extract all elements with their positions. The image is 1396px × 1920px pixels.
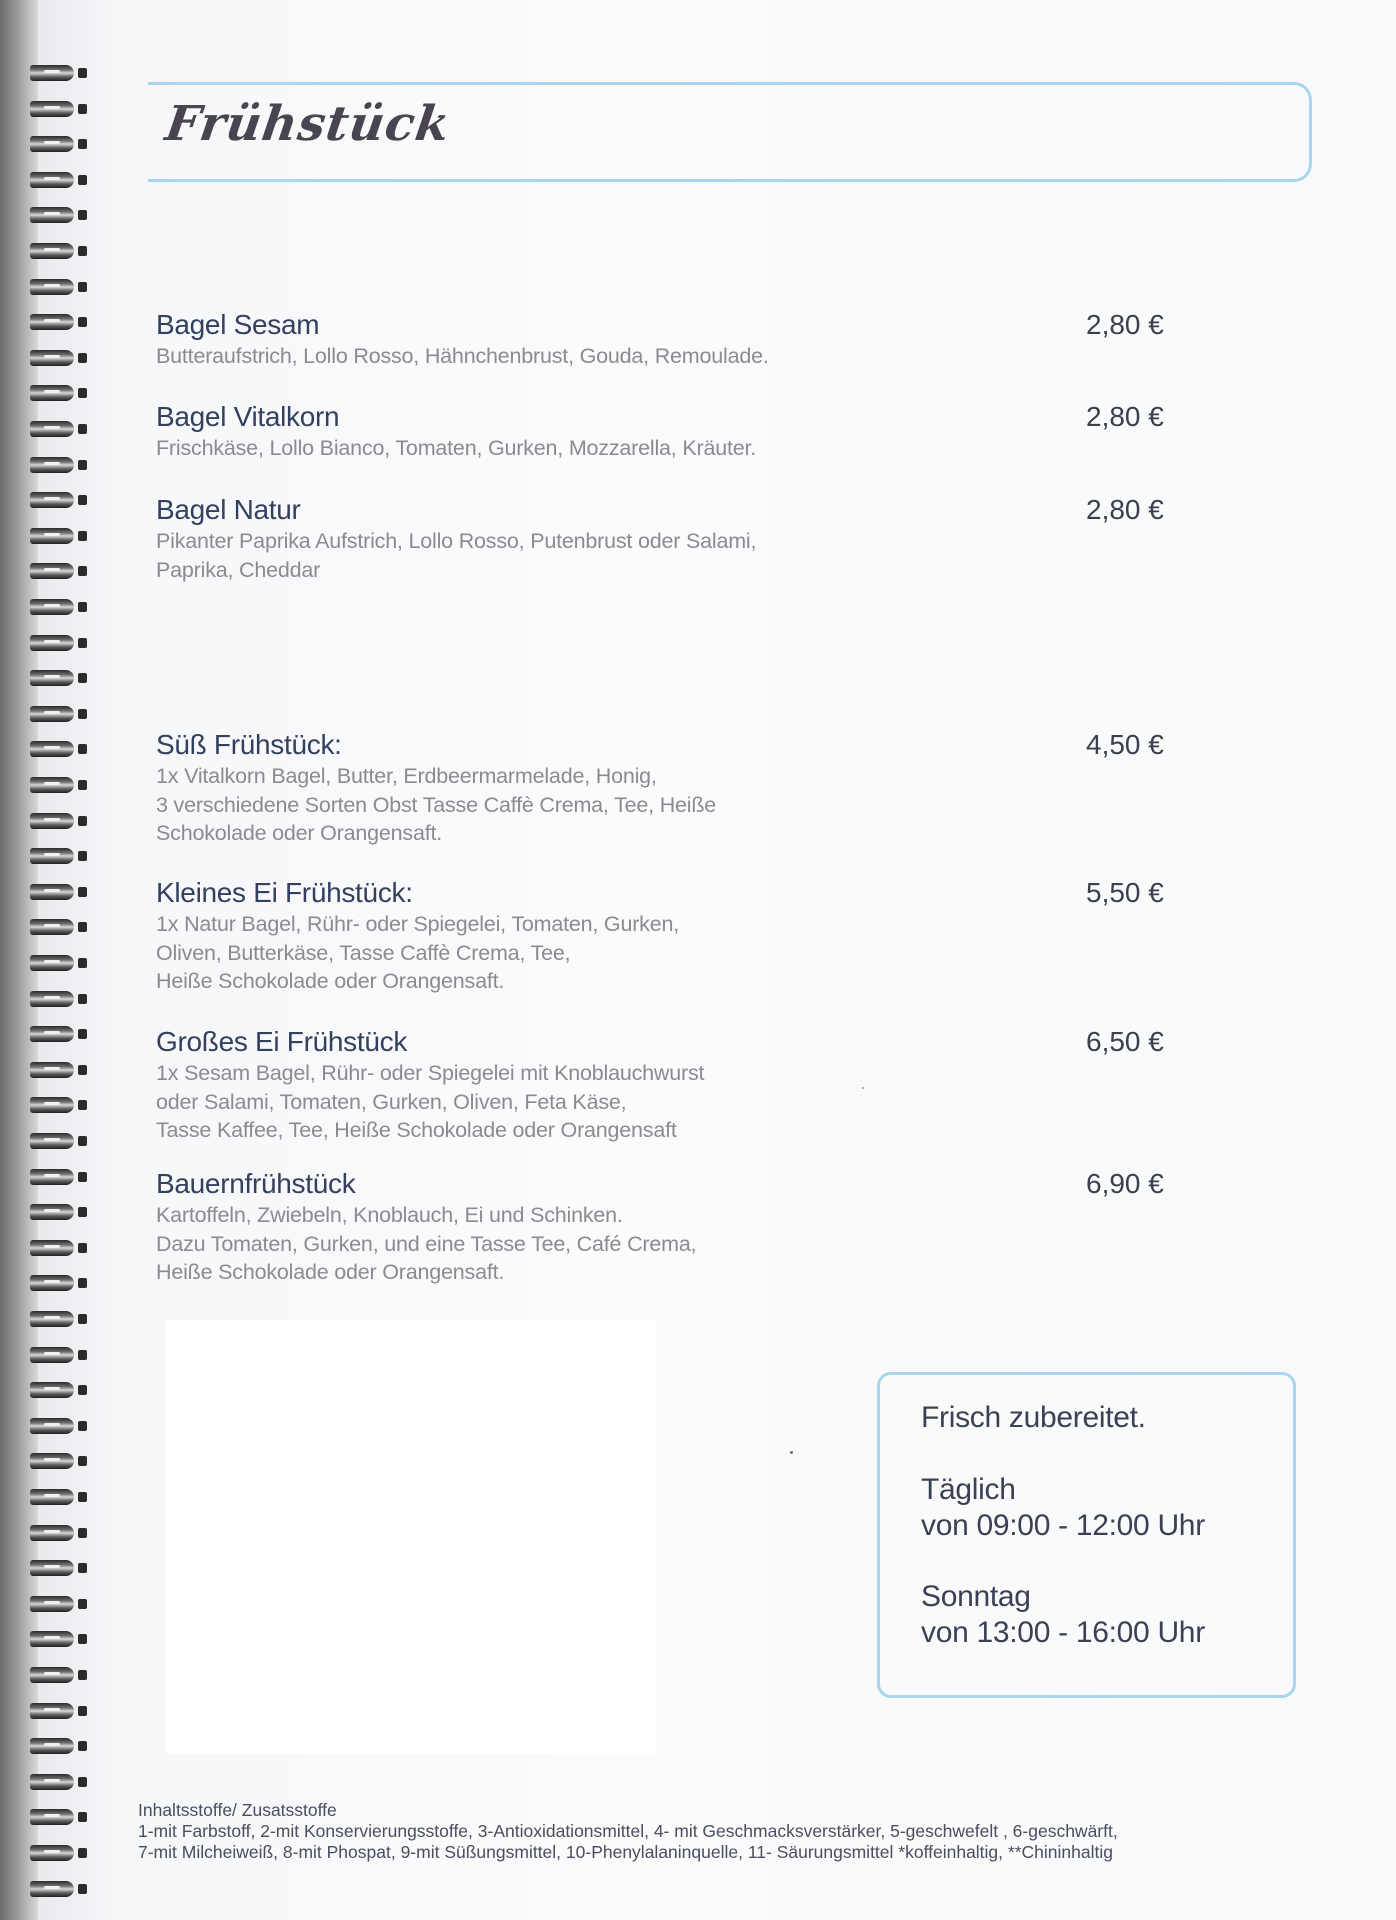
binding-ring [30,774,82,796]
menu-item [156,876,1236,996]
binding-ring [30,845,82,867]
binding-ring [30,916,82,938]
binding-ring [30,62,82,84]
item-description: 1x Vitalkorn Bagel, Butter, Erdbeermarmelade, Honig, 3 verschiedene Sorten Obst Tasse Caffè Crema, Tee, Heiße Schokolade oder Orangensaft. [156,764,717,845]
binding-ring [30,1308,82,1330]
footer-line: 1-mit Farbstoff, 2-mit Konservierungsstoffe, 3-Antioxidationsmittel, 4- mit Geschmacksverstärker, 5-geschwefelt , 6-geschwärft, [138,1821,1118,1841]
binding-ring [30,952,82,974]
binding-ring [30,988,82,1010]
binding-ring [30,169,82,191]
binding-ring [30,1130,82,1152]
binding-ring [30,738,82,760]
binding-ring [30,1593,82,1615]
binding-ring [30,1878,82,1900]
menu-item [156,308,1236,371]
item-name: Großes Ei Frühstück [156,1026,408,1057]
menu-item [156,493,1236,584]
spiral-binding [0,0,90,1920]
binding-ring [30,1700,82,1722]
menu-item [156,1167,1236,1287]
item-description: Pikanter Paprika Aufstrich, Lollo Rosso, Putenbrust oder Salami, Paprika, Cheddar [156,529,757,582]
item-price: 2,80 € [1086,494,1164,525]
page-title: Frühstück [162,96,454,152]
item-name: Bagel Vitalkorn [156,401,340,432]
item-name: Bagel Sesam [156,309,320,340]
daily-hours: von 09:00 - 12:00 Uhr [921,1509,1205,1542]
menu-item [156,400,1236,463]
binding-ring [30,525,82,547]
sunday-hours: von 13:00 - 16:00 Uhr [921,1616,1205,1649]
binding-ring [30,1450,82,1472]
item-name: Süß Frühstück: [156,729,342,760]
item-name: Kleines Ei Frühstück: [156,877,413,908]
footer-heading: Inhaltsstoffe/ Zusatsstoffe [138,1800,337,1820]
binding-ring [30,1486,82,1508]
binding-ring [30,98,82,120]
binding-ring [30,418,82,440]
binding-ring [30,311,82,333]
binding-ring [30,347,82,369]
binding-ring [30,489,82,511]
paper-speck [790,1451,793,1454]
binding-ring [30,1201,82,1223]
binding-ring [30,1735,82,1757]
binding-ring [30,1379,82,1401]
binding-ring [30,1771,82,1793]
item-price: 4,50 € [1086,729,1164,760]
item-name: Bagel Natur [156,494,301,525]
binding-ring [30,1166,82,1188]
footer-line: 7-mit Milcheiweiß, 8-mit Phospat, 9-mit Süßungsmittel, 10-Phenylalaninquelle, 11- Säurungsmittel *koffeinhaltig, **Chininhaltig [138,1842,1113,1862]
binding-ring [30,632,82,654]
binding-ring [30,1272,82,1294]
menu-item [156,1025,1236,1145]
item-price: 2,80 € [1086,401,1164,432]
paper-speck [862,1087,864,1089]
binding-ring [30,1415,82,1437]
binding-ring [30,596,82,618]
binding-ring [30,810,82,832]
binding-ring [30,667,82,689]
binding-ring [30,1522,82,1544]
daily-label: Täglich [921,1473,1016,1506]
item-price: 5,50 € [1086,877,1164,908]
item-price: 2,80 € [1086,309,1164,340]
item-name: Bauernfrühstück [156,1168,356,1199]
item-price: 6,50 € [1086,1026,1164,1057]
item-description: 1x Sesam Bagel, Rühr- oder Spiegelei mit Knoblauchwurst oder Salami, Tomaten, Gurken, Oliven, Feta Käse, Tasse Kaffee, Tee, Heiße Schokolade oder Orangensaft [156,1061,705,1142]
binding-ring [30,560,82,582]
binding-ring [30,1094,82,1116]
item-price: 6,90 € [1086,1168,1164,1199]
binding-ring [30,240,82,262]
binding-ring [30,1628,82,1650]
binding-ring [30,276,82,298]
image-placeholder [166,1320,655,1754]
binding-ring [30,703,82,725]
binding-ring [30,133,82,155]
binding-ring [30,1557,82,1579]
item-description: Frischkäse, Lollo Bianco, Tomaten, Gurken, Mozzarella, Kräuter. [156,436,757,460]
binding-ring [30,1344,82,1366]
binding-ring [30,1237,82,1259]
binding-ring [30,1664,82,1686]
binding-ring [30,1059,82,1081]
binding-ring [30,1842,82,1864]
item-description: Kartoffeln, Zwiebeln, Knoblauch, Ei und Schinken. Dazu Tomaten, Gurken, und eine Tasse Tee, Café Crema, Heiße Schokolade oder Orangensaft. [156,1203,697,1284]
sunday-label: Sonntag [921,1580,1031,1613]
binding-ring [30,382,82,404]
fresh-note: Frisch zubereitet. [921,1401,1146,1434]
binding-ring [30,881,82,903]
binding-ring [30,454,82,476]
binding-ring [30,1806,82,1828]
binding-ring [30,204,82,226]
item-description: Butteraufstrich, Lollo Rosso, Hähnchenbrust, Gouda, Remoulade. [156,344,769,368]
menu-item [156,728,1236,848]
binding-ring [30,1023,82,1045]
item-description: 1x Natur Bagel, Rühr- oder Spiegelei, Tomaten, Gurken, Oliven, Butterkäse, Tasse Caffè Crema, Tee, Heiße Schokolade oder Orangensaft. [156,912,680,993]
ingredients-footer [138,1800,1358,1863]
